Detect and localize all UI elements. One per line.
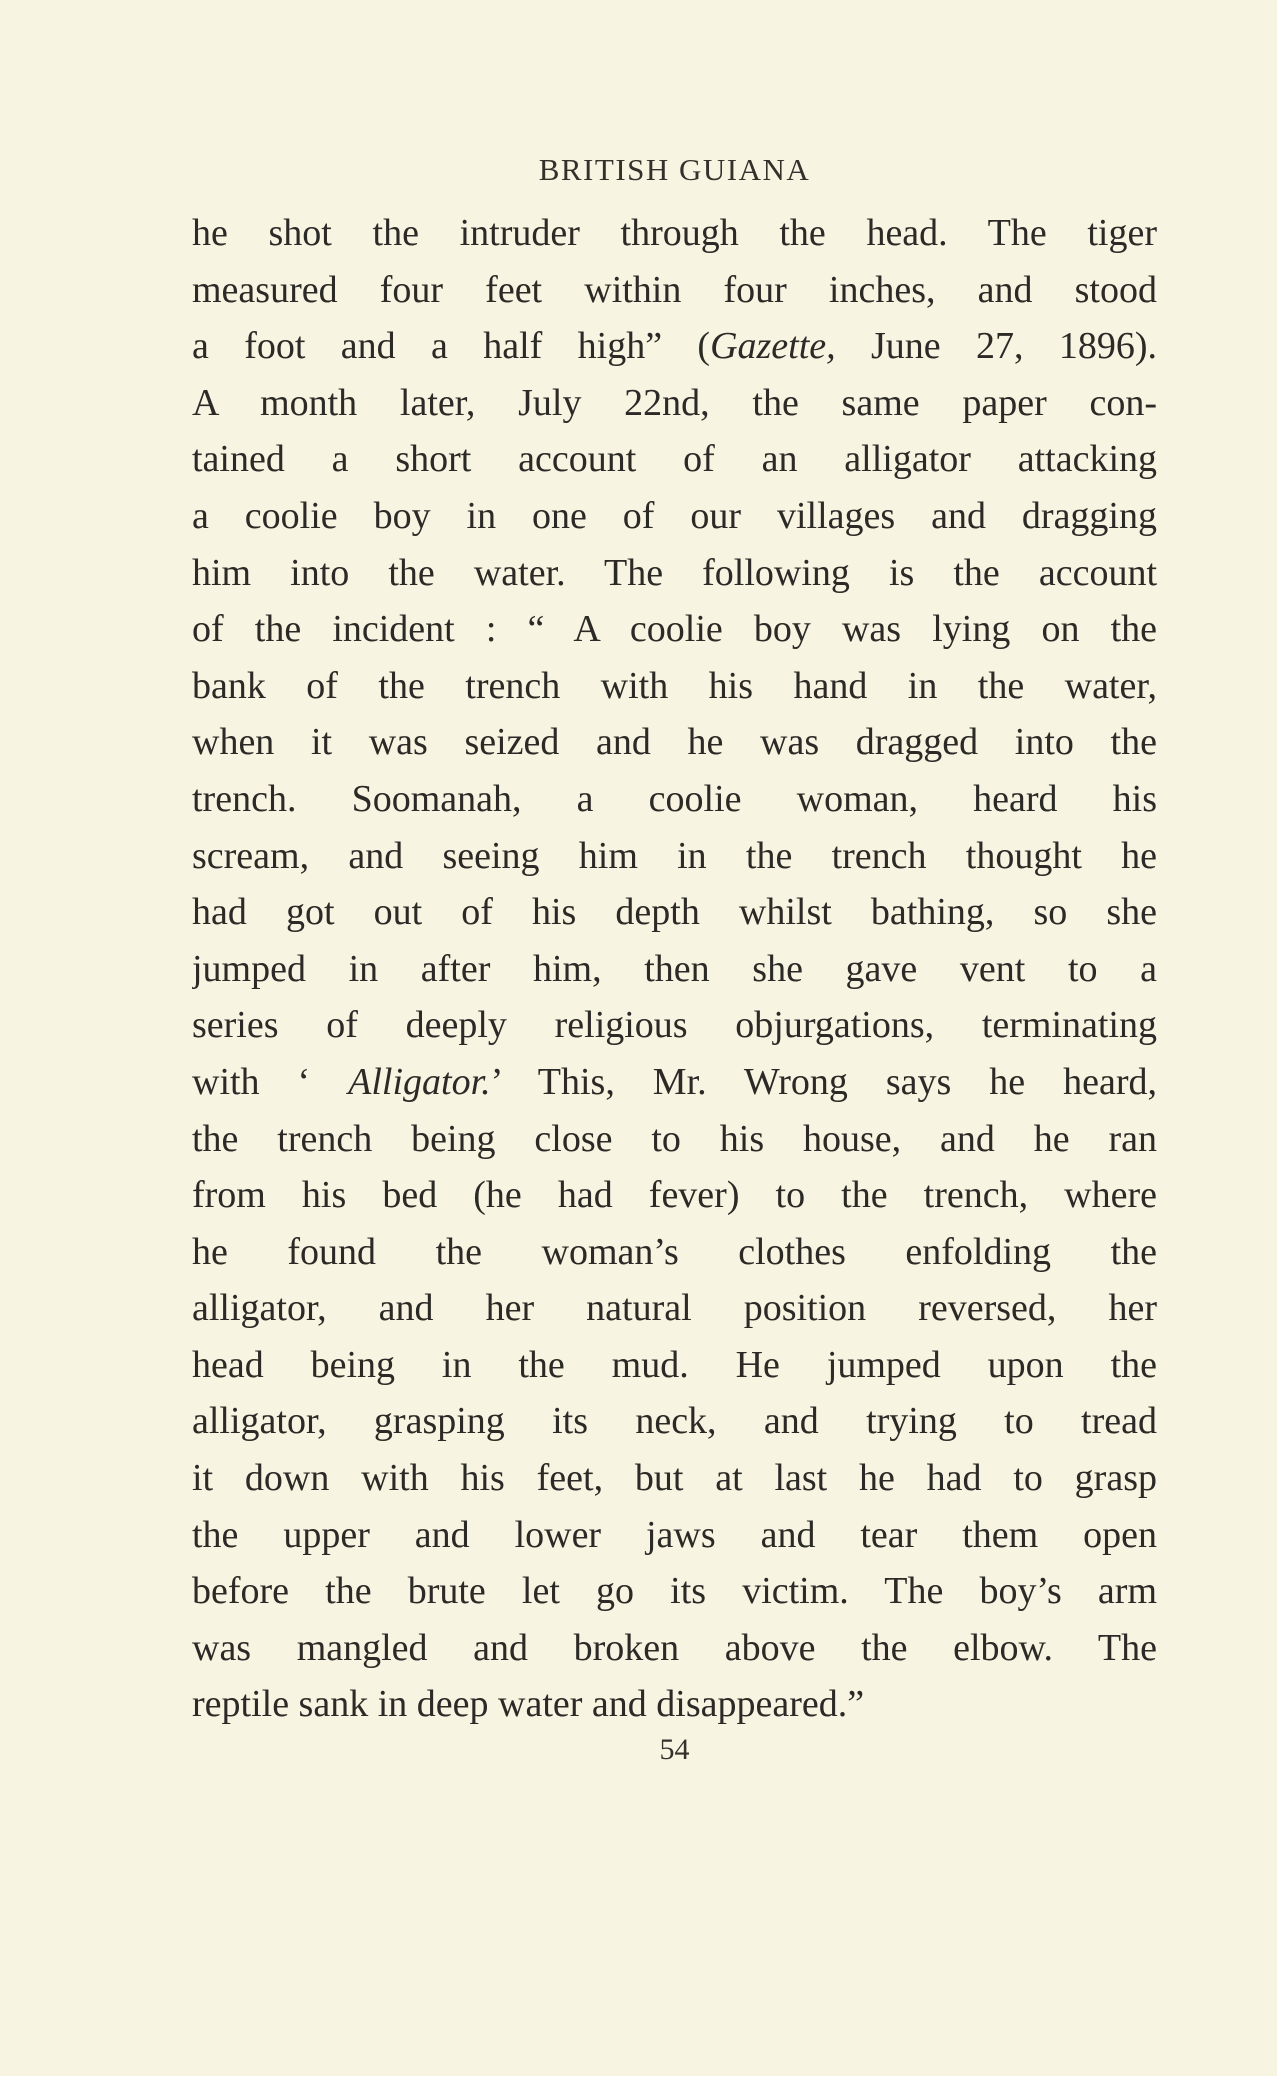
- text-line: [192, 1676, 1157, 1733]
- text-line: [192, 714, 1157, 771]
- text-segment: the upper and lower jaws and tear them open: [192, 1513, 1157, 1556]
- text-segment: scream, and seeing him in the trench thought he: [192, 834, 1157, 877]
- text-segment: he found the woman’s clothes enfolding the: [192, 1230, 1157, 1273]
- text-line: [192, 1337, 1157, 1394]
- text-segment: had got out of his depth whilst bathing, so she: [192, 891, 1157, 934]
- text-segment: alligator, and her natural position reversed, her: [192, 1287, 1157, 1330]
- text-line: [192, 658, 1157, 715]
- text-line: [192, 1393, 1157, 1450]
- text-line: [192, 1111, 1157, 1168]
- text-line: [192, 205, 1157, 262]
- text-segment: before the brute let go its victim. The boy’s arm: [192, 1570, 1157, 1613]
- text-line: [192, 828, 1157, 885]
- text-line: [192, 1167, 1157, 1224]
- italic-text: Alligator.: [348, 1060, 491, 1103]
- text-segment: it down with his feet, but at last he had to grasp: [192, 1457, 1157, 1500]
- text-segment: head being in the mud. He jumped upon the: [192, 1343, 1157, 1386]
- text-segment: series of deeply religious objurgations, terminating: [192, 1004, 1157, 1047]
- text-line: [192, 601, 1157, 658]
- italic-text: Gazette,: [710, 325, 836, 368]
- text-segment: from his bed (he had fever) to the trench, where: [192, 1174, 1157, 1217]
- text-segment: with ‘: [192, 1060, 349, 1103]
- text-line: [192, 1054, 1157, 1111]
- text-line: [192, 545, 1157, 602]
- text-segment: was mangled and broken above the elbow. The: [192, 1626, 1157, 1669]
- text-segment: reptile sank in deep water and disappeared.”: [192, 1683, 865, 1726]
- text-segment: bank of the trench with his hand in the water,: [192, 664, 1157, 707]
- running-head: BRITISH GUIANA: [538, 152, 811, 187]
- text-line: [192, 997, 1157, 1054]
- text-segment: trench. Soomanah, a coolie woman, heard his: [192, 777, 1157, 820]
- text-line: [192, 884, 1157, 941]
- text-segment: when it was seized and he was dragged into the: [192, 721, 1157, 764]
- text-segment: the trench being close to his house, and he ran: [192, 1117, 1157, 1160]
- text-line: [192, 318, 1157, 375]
- page-number: 54: [659, 1733, 690, 1766]
- text-segment: ’ This, Mr. Wrong says he heard,: [490, 1060, 1157, 1103]
- text-segment: a foot and a half high” (: [192, 325, 711, 368]
- text-line: [192, 375, 1157, 432]
- text-segment: a coolie boy in one of our villages and dragging: [192, 494, 1157, 537]
- text-line: [192, 1450, 1157, 1507]
- text-line: [192, 488, 1157, 545]
- text-line: [192, 1507, 1157, 1564]
- text-segment: alligator, grasping its neck, and trying to tread: [192, 1400, 1157, 1443]
- text-line: [192, 941, 1157, 998]
- body-text: [192, 205, 1157, 1733]
- text-segment: tained a short account of an alligator attacking: [192, 438, 1157, 481]
- text-line: [192, 1280, 1157, 1337]
- text-line: [192, 431, 1157, 488]
- text-segment: measured four feet within four inches, and stood: [192, 268, 1157, 311]
- text-segment: he shot the intruder through the head. The tiger: [192, 212, 1157, 254]
- text-segment: him into the water. The following is the account: [192, 551, 1157, 594]
- text-segment: June 27, 1896).: [835, 325, 1157, 368]
- text-segment: A month later, July 22nd, the same paper con-: [192, 381, 1157, 424]
- text-line: [192, 771, 1157, 828]
- text-segment: jumped in after him, then she gave vent to a: [192, 947, 1157, 990]
- text-line: [192, 262, 1157, 319]
- text-line: [192, 1620, 1157, 1677]
- text-line: [192, 1224, 1157, 1281]
- text-line: [192, 1563, 1157, 1620]
- text-segment: of the incident : “ A coolie boy was lying on the: [192, 608, 1157, 651]
